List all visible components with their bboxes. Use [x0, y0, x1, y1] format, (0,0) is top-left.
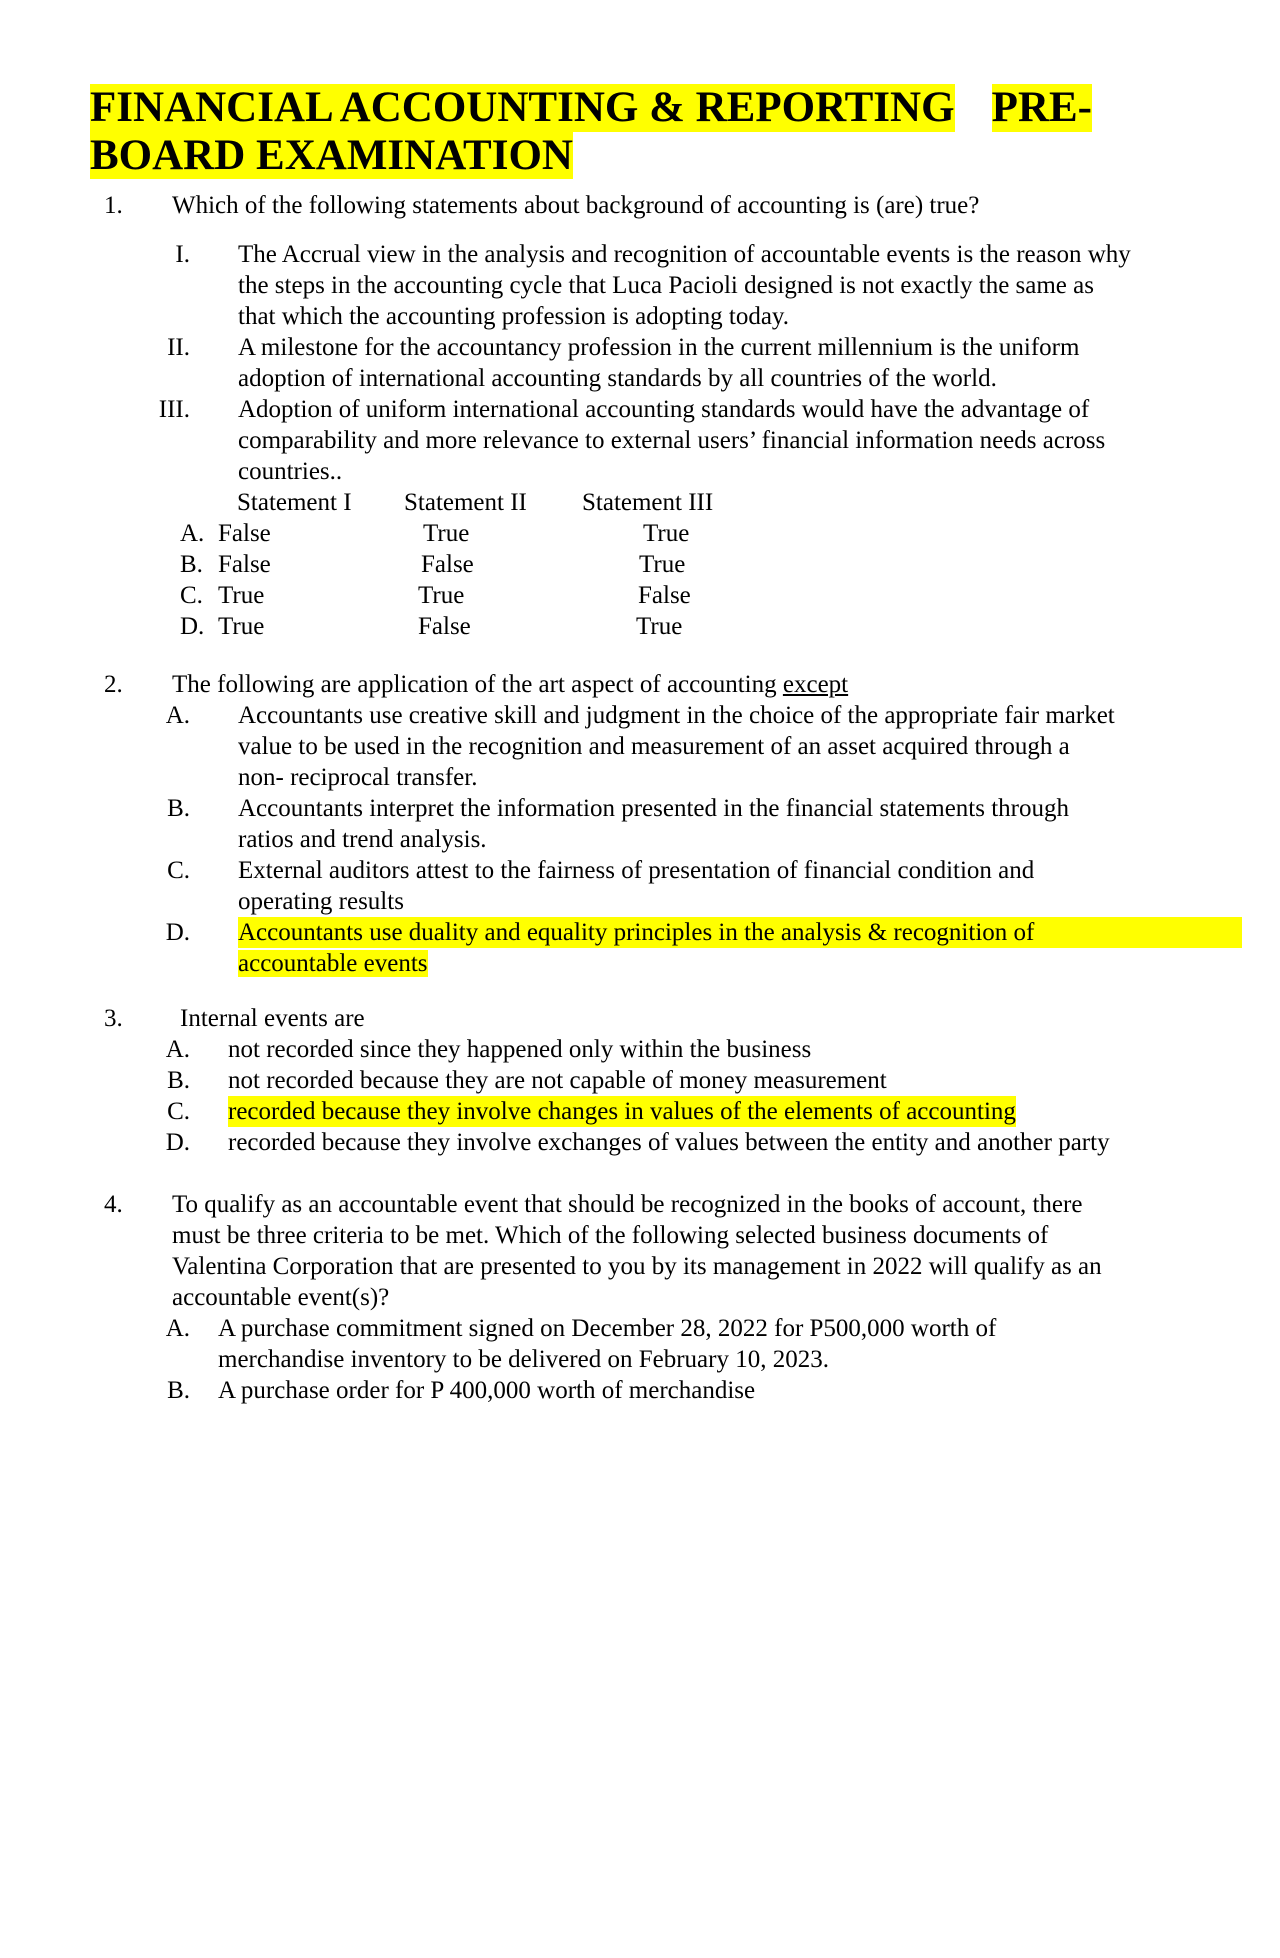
- question-text: The following are application of the art aspect of accounting: [172, 671, 777, 698]
- choice-value: True: [643, 520, 690, 547]
- choice-value: False: [421, 551, 474, 578]
- choice-value: True: [218, 613, 265, 640]
- statement-line: the steps in the accounting cycle that Luca Pacioli designed is not exactly the same as: [238, 272, 1094, 299]
- choice-value: False: [418, 613, 471, 640]
- statement-line: countries..: [238, 458, 343, 485]
- statement-line: Adoption of uniform international accounting standards would have the advantage of: [238, 396, 1090, 423]
- choice-value: True: [418, 582, 465, 609]
- question-text: Internal events are: [180, 1005, 365, 1032]
- question-text-line: To qualify as an accountable event that should be recognized in the books of account, there: [172, 1191, 1083, 1218]
- choice-value: True: [423, 520, 470, 547]
- option-line: value to be used in the recognition and measurement of an asset acquired through a: [238, 733, 1070, 760]
- choice-letter: D.: [180, 613, 205, 640]
- option-line: operating results: [238, 888, 404, 915]
- choice-value: True: [639, 551, 686, 578]
- choice-letter: C.: [180, 582, 203, 609]
- option-letter: D.: [165, 919, 190, 946]
- title-line1-left: FINANCIAL ACCOUNTING & REPORTING: [90, 84, 955, 131]
- statement-numeral: II.: [167, 334, 190, 361]
- statement-line: The Accrual view in the analysis and recognition of accountable events is the reason why: [238, 241, 1131, 268]
- question-text-line: Valentina Corporation that are presented to you by its management in 2022 will qualify as an: [172, 1253, 1102, 1280]
- table-header-statement-iii: Statement III: [582, 489, 714, 516]
- choice-value: False: [638, 582, 691, 609]
- question-text-line: must be three criteria to be met. Which of the following selected business documents of: [172, 1222, 1049, 1249]
- option-letter: B.: [167, 1067, 190, 1094]
- option-letter: C.: [167, 857, 190, 884]
- option-line-highlighted: Accountants use duality and equality principles in the analysis & recognition of: [238, 917, 1242, 948]
- option-letter: D.: [165, 1129, 190, 1156]
- option-text: recorded because they involve exchanges of values between the entity and another party: [228, 1129, 1110, 1156]
- table-header-statement-ii: Statement II: [404, 489, 527, 516]
- option-letter: A.: [165, 702, 190, 729]
- choice-letter: B.: [180, 551, 203, 578]
- option-letter: B.: [167, 795, 190, 822]
- option-line: Accountants interpret the information presented in the financial statements through: [238, 795, 1069, 822]
- choice-value: False: [218, 520, 271, 547]
- choice-letter: A.: [180, 520, 205, 547]
- option-letter: A.: [165, 1036, 190, 1063]
- question-number: 1.: [104, 192, 123, 219]
- option-letter: C.: [167, 1098, 190, 1125]
- statement-line: comparability and more relevance to external users’ financial information needs across: [238, 427, 1106, 454]
- choice-value: True: [636, 613, 683, 640]
- question-number: 4.: [104, 1191, 123, 1218]
- title-line1-right: PRE-: [991, 84, 1092, 131]
- statement-numeral: I.: [175, 241, 190, 268]
- table-header-statement-i: Statement I: [237, 489, 352, 516]
- option-line: A purchase commitment signed on December 28, 2022 for P500,000 worth of: [218, 1315, 997, 1342]
- option-line: non- reciprocal transfer.: [238, 764, 478, 791]
- choice-value: False: [218, 551, 271, 578]
- option-line-highlighted: accountable events: [238, 950, 428, 977]
- statement-numeral: III.: [158, 396, 190, 423]
- statement-line: A milestone for the accountancy profession in the current millennium is the uniform: [238, 334, 1080, 361]
- option-letter: A.: [165, 1315, 190, 1342]
- question-number: 2.: [104, 671, 123, 698]
- option-line: ratios and trend analysis.: [238, 826, 487, 853]
- option-line: Accountants use creative skill and judgment in the choice of the appropriate fair market: [238, 702, 1115, 729]
- choice-value: True: [218, 582, 265, 609]
- option-text: not recorded because they are not capable of money measurement: [228, 1067, 887, 1094]
- question-emphasis: except: [782, 671, 849, 698]
- option-text: not recorded since they happened only within the business: [228, 1036, 812, 1063]
- question-text: Which of the following statements about background of accounting is (are) true?: [172, 192, 980, 219]
- option-line: A purchase order for P 400,000 worth of merchandise: [218, 1377, 756, 1404]
- statement-line: that which the accounting profession is adopting today.: [238, 303, 790, 330]
- title-line2: BOARD EXAMINATION: [90, 132, 573, 179]
- statement-line: adoption of international accounting standards by all countries of the world.: [238, 365, 997, 392]
- option-text-highlighted: recorded because they involve changes in values of the elements of accounting: [228, 1098, 1016, 1125]
- question-text-line: accountable event(s)?: [172, 1284, 390, 1311]
- option-line: External auditors attest to the fairness of presentation of financial condition and: [238, 857, 1035, 884]
- option-line: merchandise inventory to be delivered on February 10, 2023.: [218, 1346, 829, 1373]
- question-number: 3.: [104, 1005, 123, 1032]
- option-letter: B.: [167, 1377, 190, 1404]
- document-title: [90, 84, 1100, 180]
